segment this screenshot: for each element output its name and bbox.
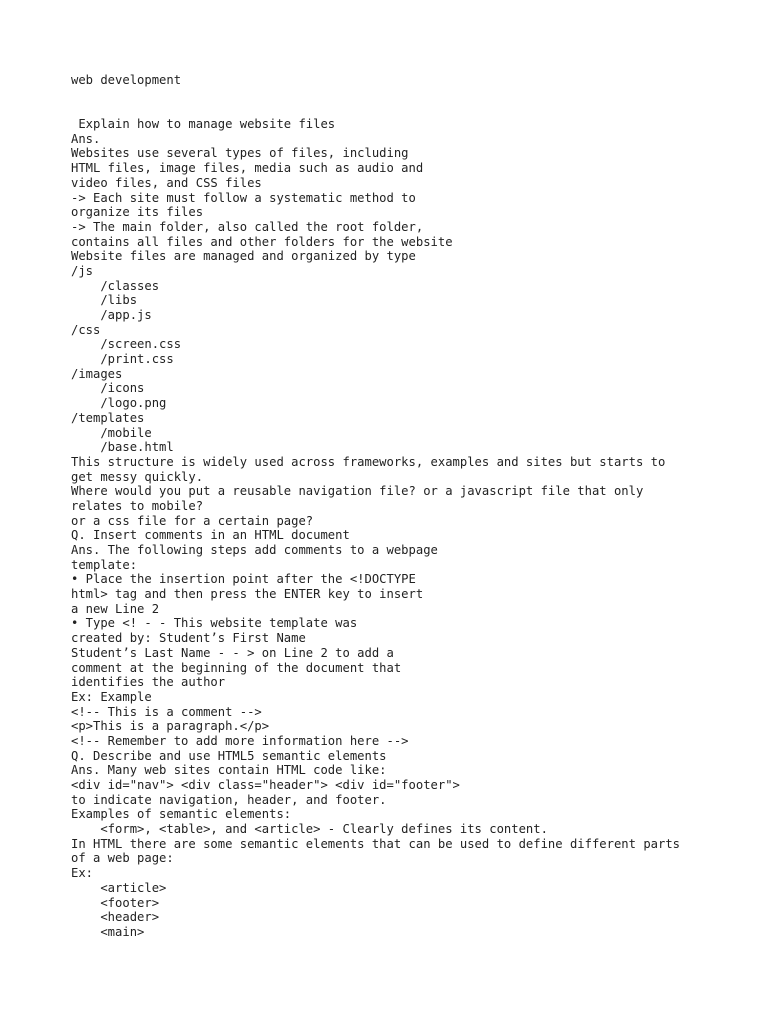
- text-line: /app.js: [71, 308, 152, 323]
- text-line: to indicate navigation, header, and footer.: [71, 792, 387, 807]
- text-line: <header>: [71, 910, 160, 925]
- text-line: relates to mobile?: [71, 498, 204, 513]
- text-line: identifies the author: [71, 675, 226, 690]
- text-line: Ex: Example: [71, 689, 152, 704]
- text-line: Where would you put a reusable navigation file? or a javascript file that only: [71, 484, 644, 499]
- text-line: comment at the beginning of the document that: [71, 660, 402, 675]
- text-line: Website files are managed and organized by type: [71, 249, 416, 264]
- text-line: Websites use several types of files, including: [71, 146, 409, 161]
- text-line: <!-- This is a comment -->: [71, 704, 262, 719]
- text-line: Q. Insert comments in an HTML document: [71, 528, 350, 543]
- text-line: Ex:: [71, 866, 94, 881]
- text-line: /print.css: [71, 352, 174, 367]
- document-title: web development: [71, 73, 182, 87]
- text-line: video files, and CSS files: [71, 175, 262, 190]
- text-line: <article>: [71, 880, 167, 895]
- text-line: <footer>: [71, 895, 160, 910]
- text-line: /classes: [71, 278, 160, 293]
- text-line: /libs: [71, 293, 138, 308]
- text-line: of a web page:: [71, 851, 174, 866]
- text-line: -> The main folder, also called the root folder,: [71, 219, 424, 234]
- text-line: <!-- Remember to add more information here -->: [71, 733, 409, 748]
- text-line: Ans. Many web sites contain HTML code like:: [71, 763, 387, 778]
- document-body: [71, 117, 751, 940]
- text-line: or a css file for a certain page?: [71, 513, 314, 528]
- text-line: Student’s Last Name - - > on Line 2 to add a: [71, 645, 394, 660]
- text-line: get messy quickly.: [71, 469, 204, 484]
- text-line: /logo.png: [71, 396, 167, 411]
- text-line: /screen.css: [71, 337, 182, 352]
- text-line: In HTML there are some semantic elements that can be used to define different parts: [71, 836, 681, 851]
- text-line: organize its files: [71, 205, 204, 220]
- text-line: <form>, <table>, and <article> - Clearly defines its content.: [71, 822, 548, 837]
- text-line: HTML files, image files, media such as audio and: [71, 161, 424, 176]
- text-line: /base.html: [71, 440, 174, 455]
- text-line: /icons: [71, 381, 145, 396]
- text-line: Explain how to manage website files: [71, 117, 336, 132]
- text-line: /css: [71, 322, 101, 337]
- text-line: created by: Student’s First Name: [71, 631, 306, 646]
- text-line: /images: [71, 366, 123, 381]
- text-line: /js: [71, 263, 94, 278]
- document-page: [71, 73, 751, 940]
- text-line: <div id="nav"> <div class="header"> <div id="footer">: [71, 778, 460, 793]
- text-line: -> Each site must follow a systematic method to: [71, 190, 416, 205]
- text-line: Ans.: [71, 131, 101, 146]
- text-line: /templates: [71, 410, 145, 425]
- text-line: Examples of semantic elements:: [71, 807, 292, 822]
- text-line: template:: [71, 557, 138, 572]
- text-line: This structure is widely used across frameworks, examples and sites but starts to: [71, 454, 666, 469]
- text-line: html> tag and then press the ENTER key to insert: [71, 587, 424, 602]
- text-line: Ans. The following steps add comments to a webpage: [71, 543, 438, 558]
- text-line: <p>This is a paragraph.</p>: [71, 719, 270, 734]
- text-line: Q. Describe and use HTML5 semantic elements: [71, 748, 387, 763]
- text-line: /mobile: [71, 425, 152, 440]
- text-line: • Type <! - - This website template was: [71, 616, 358, 631]
- text-line: contains all files and other folders for the website: [71, 234, 453, 249]
- text-line: <main>: [71, 924, 145, 939]
- text-line: • Place the insertion point after the <!DOCTYPE: [71, 572, 416, 587]
- text-line: a new Line 2: [71, 601, 160, 616]
